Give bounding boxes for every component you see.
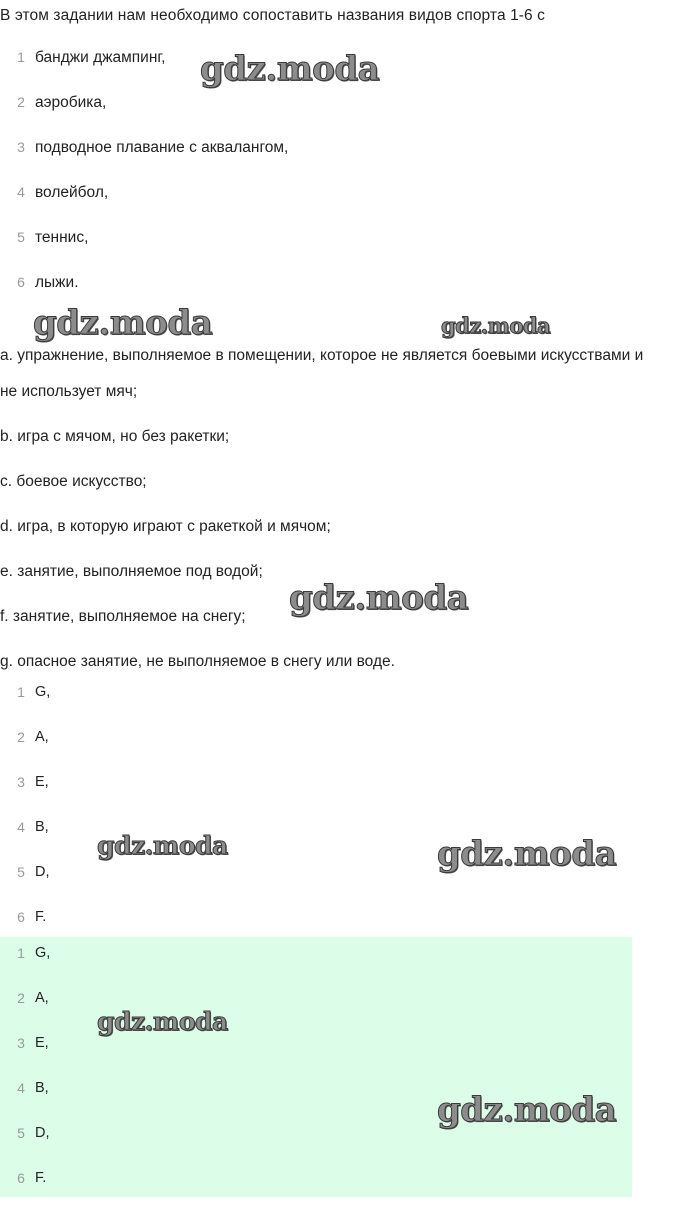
item-number: 6	[17, 909, 25, 925]
definition-item: b. игра с мячом, но без ракетки;	[0, 428, 230, 445]
definition-item: d. игра, в которую играют с ракеткой и мячом;	[0, 518, 331, 535]
definition-item: a. упражнение, выполняемое в помещении, которое не является боевыми искусствами и не использует мяч;	[0, 347, 644, 400]
item-number: 4	[17, 819, 25, 835]
watermark-logo: gdz.moda	[97, 831, 228, 860]
item-text: аэробика,	[35, 94, 107, 111]
item-number: 4	[17, 184, 25, 200]
item-text: F.	[35, 1170, 47, 1186]
definition-item: e. занятие, выполняемое под водой;	[0, 563, 263, 580]
item-number: 5	[17, 1125, 25, 1141]
item-number: 1	[17, 684, 25, 700]
item-number: 1	[17, 945, 25, 961]
item-text: D,	[35, 864, 50, 880]
item-number: 5	[17, 864, 25, 880]
item-text: A,	[35, 729, 49, 745]
item-text: D,	[35, 1125, 50, 1141]
item-text: подводное плавание с аквалангом,	[35, 139, 289, 156]
item-number: 3	[17, 1035, 25, 1051]
watermark-logo: gdz.moda	[437, 834, 617, 874]
item-text: G,	[35, 945, 51, 961]
item-number: 4	[17, 1080, 25, 1096]
item-text: волейбол,	[35, 184, 109, 201]
item-text: F.	[35, 909, 47, 925]
watermark-logo: gdz.moda	[200, 49, 380, 89]
item-number: 3	[17, 139, 25, 155]
item-text: B,	[35, 1080, 49, 1096]
item-text: A,	[35, 990, 49, 1006]
item-text: лыжи.	[35, 274, 79, 291]
watermark-logo: gdz.moda	[289, 578, 469, 618]
item-number: 5	[17, 229, 25, 245]
item-number: 2	[17, 990, 25, 1006]
definition-item: c. боевое искусство;	[0, 473, 147, 490]
definitions-block	[0, 338, 650, 689]
item-number: 6	[17, 274, 25, 290]
item-text: теннис,	[35, 229, 89, 246]
item-number: 6	[17, 1170, 25, 1186]
watermark-logo: gdz.moda	[437, 1090, 617, 1130]
item-number: 2	[17, 94, 25, 110]
watermark-logo: gdz.moda	[33, 303, 213, 343]
item-text: G,	[35, 684, 51, 700]
item-number: 3	[17, 774, 25, 790]
watermark-logo: gdz.moda	[441, 313, 551, 338]
item-number: 2	[17, 729, 25, 745]
definition-item: g. опасное занятие, не выполняемое в снегу или воде.	[0, 653, 395, 670]
item-number: 1	[17, 49, 25, 65]
item-text: банджи джампинг,	[35, 49, 166, 66]
item-text: E,	[35, 1035, 49, 1051]
solution-box	[0, 937, 632, 1197]
intro-text: В этом задании нам необходимо сопоставить названия видов спорта 1-6 с	[0, 7, 546, 24]
watermark-logo: gdz.moda	[97, 1007, 228, 1036]
item-text: E,	[35, 774, 49, 790]
definition-item: f. занятие, выполняемое на снегу;	[0, 608, 246, 625]
item-text: B,	[35, 819, 49, 835]
